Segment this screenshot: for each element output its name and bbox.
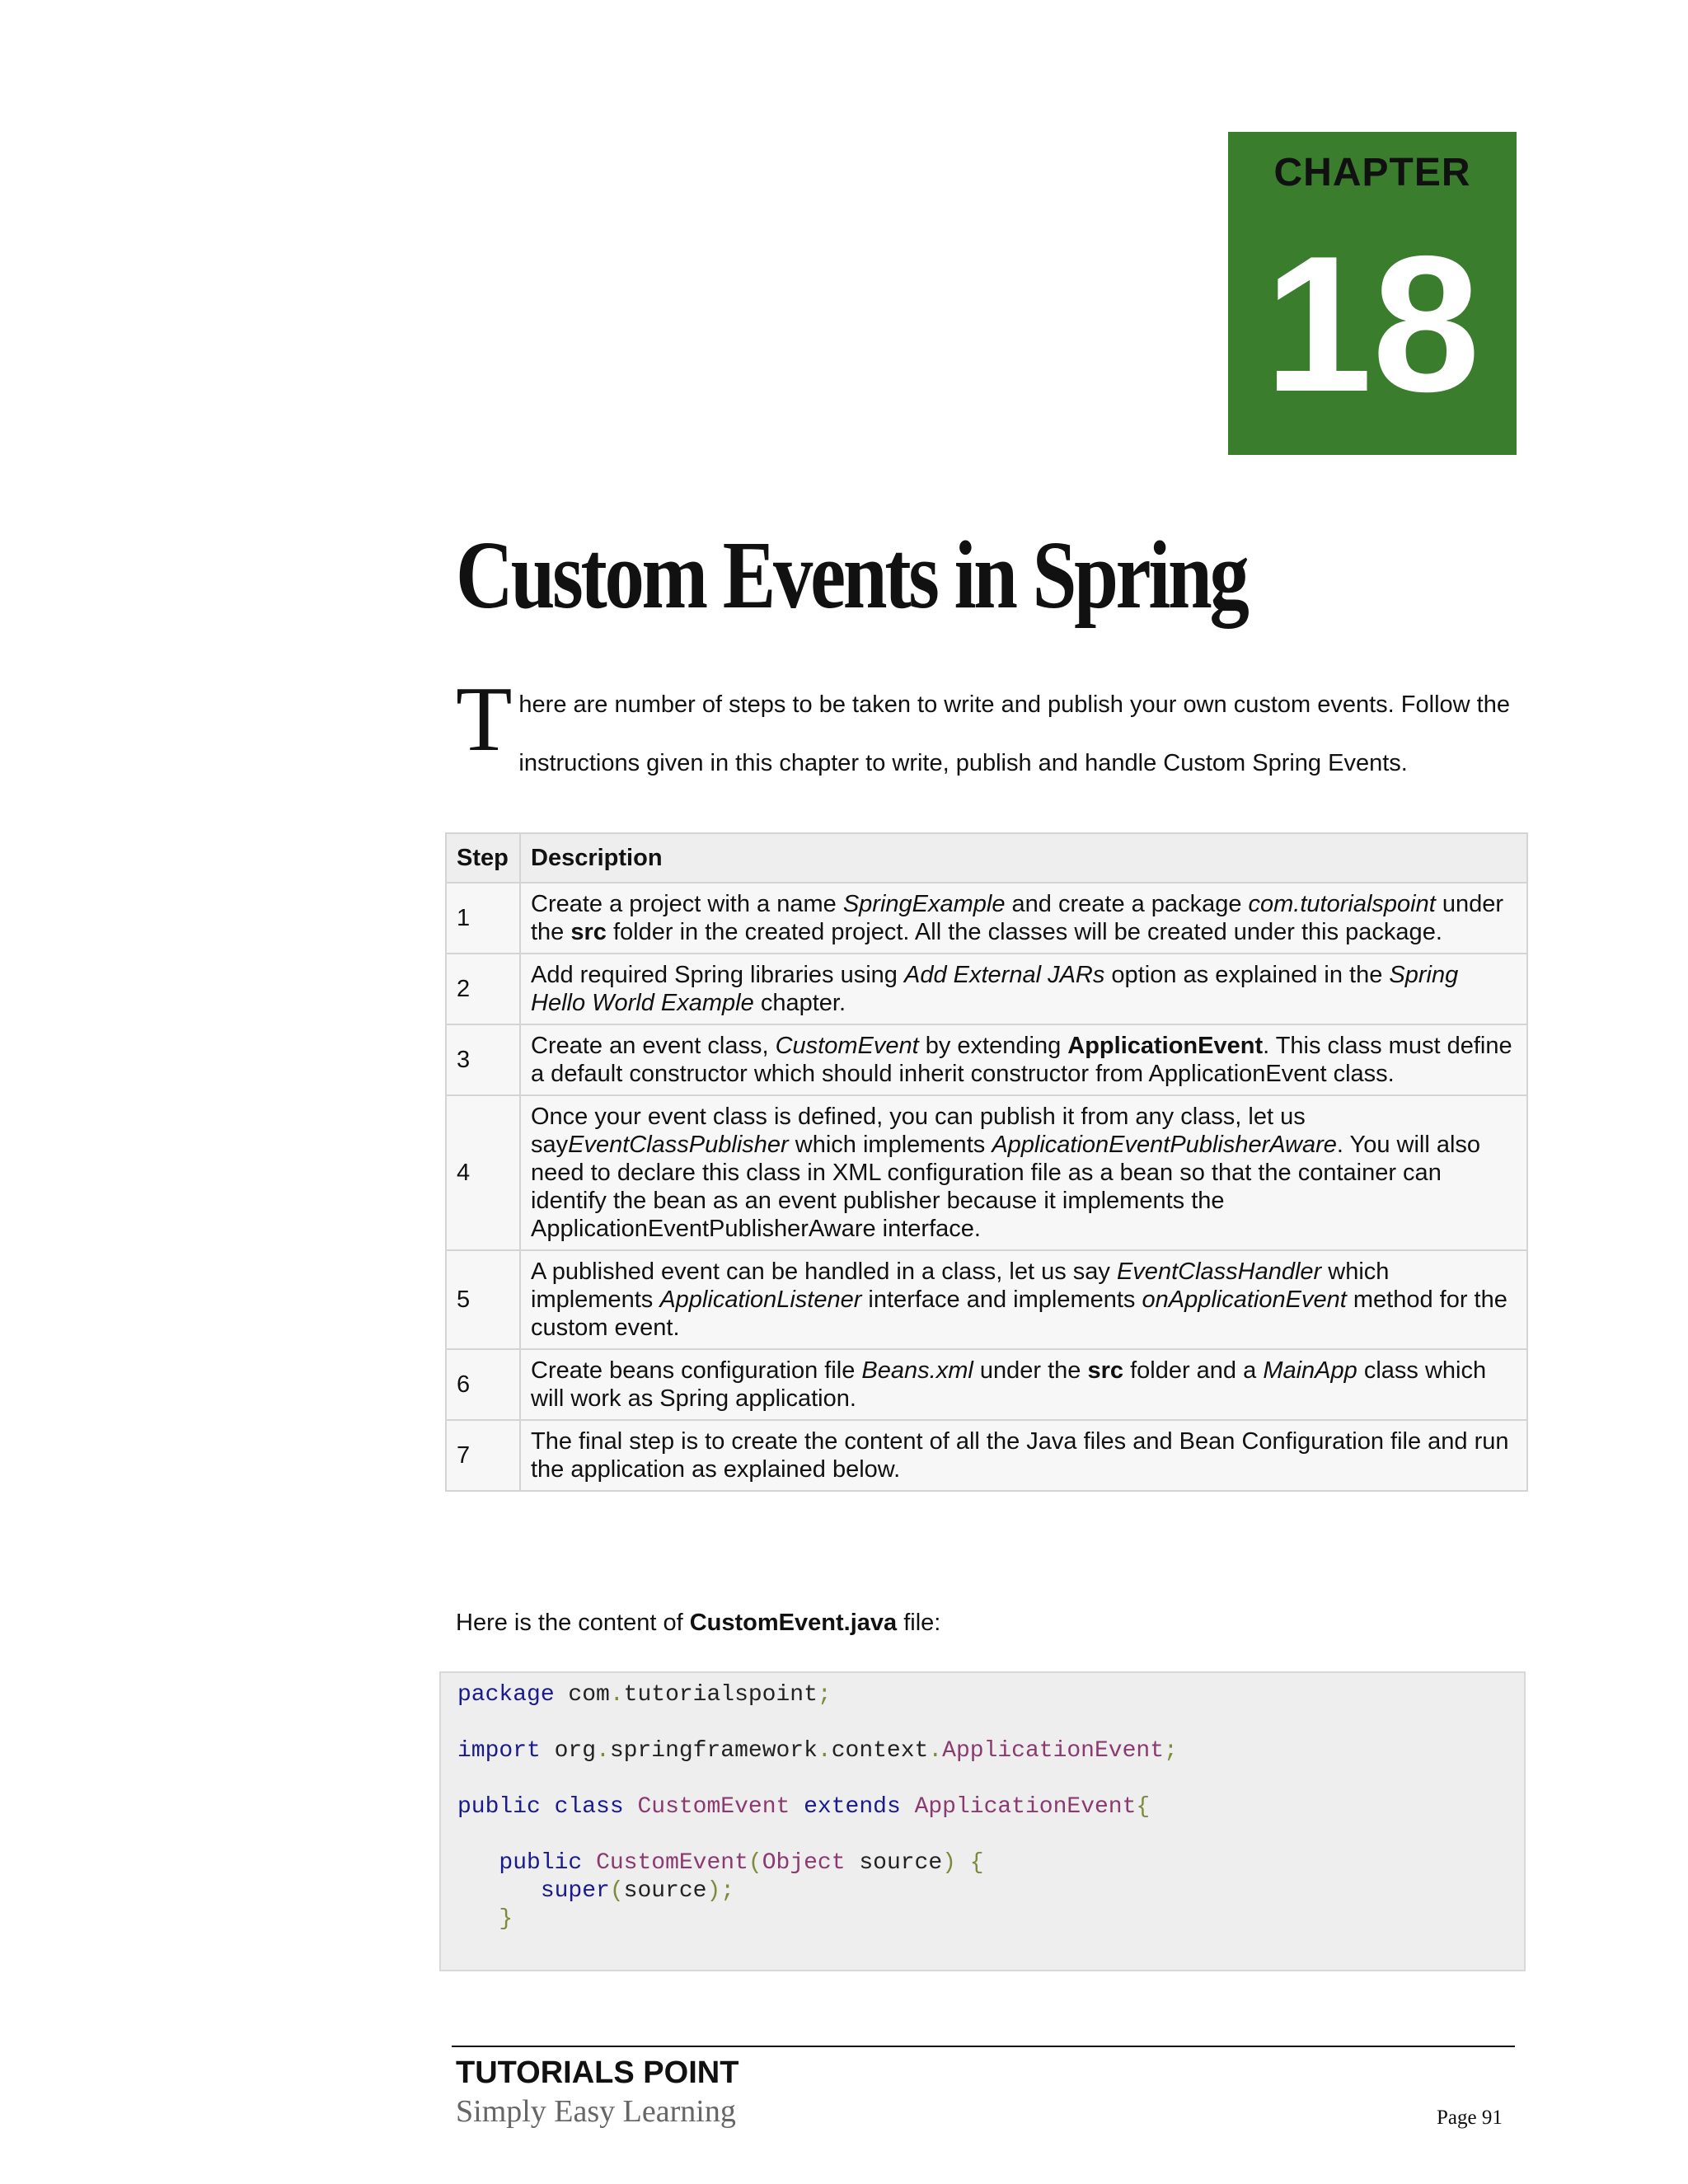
step-description xyxy=(520,1250,1527,1349)
code-token: { xyxy=(1136,1794,1151,1820)
code-token: package xyxy=(457,1682,555,1708)
code-token: . xyxy=(817,1738,832,1764)
step-number: 5 xyxy=(446,1250,520,1349)
code-line xyxy=(457,1793,1507,1821)
code-token: ); xyxy=(706,1878,735,1904)
step-number: 3 xyxy=(446,1024,520,1095)
step-number: 7 xyxy=(446,1420,520,1491)
step-description xyxy=(520,1024,1527,1095)
description-segment: . You will also need to declare this class in XML configuration file as a bean so that the container can identify the bean as an event publisher because it implements the ApplicationEventPublisherAware interface. xyxy=(531,1132,1481,1242)
description-segment: Spring Hello World Example xyxy=(531,962,1459,1016)
description-segment: src xyxy=(1087,1357,1124,1384)
footer-divider xyxy=(452,2046,1515,2047)
code-token: ApplicationEvent xyxy=(942,1738,1164,1764)
description-segment: folder in the created project. All the classes will be created under this package. xyxy=(606,919,1442,945)
description-segment: . This class must define a default constructor which should inherit constructor from ApplicationEvent class. xyxy=(531,1033,1512,1087)
table-row xyxy=(446,1349,1527,1420)
code-line xyxy=(457,1737,1507,1765)
step-description xyxy=(520,1420,1527,1491)
table-header-row xyxy=(446,833,1527,883)
code-token: extends xyxy=(804,1794,901,1820)
code-token: CustomEvent xyxy=(637,1794,790,1820)
caption-before: Here is the content of xyxy=(456,1610,690,1636)
step-number: 4 xyxy=(446,1095,520,1250)
description-segment: by extending xyxy=(918,1033,1068,1059)
step-description xyxy=(520,954,1527,1024)
code-token xyxy=(790,1794,804,1820)
description-segment: Add required Spring libraries using xyxy=(531,962,904,988)
code-token: ; xyxy=(817,1682,832,1708)
code-token: . xyxy=(609,1682,624,1708)
code-token: context xyxy=(831,1738,929,1764)
description-segment: which implements xyxy=(788,1132,992,1158)
code-token: springframework xyxy=(609,1738,818,1764)
description-segment: class which will work as Spring application. xyxy=(531,1357,1487,1412)
description-segment: SpringExample xyxy=(842,891,1006,917)
step-description xyxy=(520,1349,1527,1420)
code-token xyxy=(457,1850,499,1876)
code-token xyxy=(457,1906,499,1932)
description-segment: Create a project with a name xyxy=(531,891,843,917)
description-segment: interface and implements xyxy=(861,1286,1142,1313)
code-token: super xyxy=(540,1878,610,1904)
page-title: Custom Events in Spring xyxy=(456,521,1247,629)
header-description: Description xyxy=(520,833,1527,883)
code-token: public xyxy=(457,1794,541,1820)
code-token: { xyxy=(969,1850,984,1876)
step-number: 1 xyxy=(446,883,520,954)
caption-after: file: xyxy=(897,1610,941,1636)
description-segment: Beans.xml xyxy=(861,1357,973,1384)
description-segment: which implements xyxy=(531,1258,1390,1313)
description-segment: under the xyxy=(531,891,1504,945)
code-token xyxy=(457,1878,541,1904)
description-segment: Create beans configuration file xyxy=(531,1357,862,1384)
code-token: . xyxy=(928,1738,943,1764)
code-line xyxy=(457,1765,1507,1793)
footer-brand: TUTORIALS POINT xyxy=(456,2055,739,2090)
code-token: source xyxy=(845,1850,943,1876)
step-number: 2 xyxy=(446,954,520,1024)
code-line xyxy=(457,1681,1507,1709)
code-token: class xyxy=(554,1794,624,1820)
header-step: Step xyxy=(446,833,520,883)
code-token: source xyxy=(623,1878,707,1904)
description-segment: and create a package xyxy=(1005,891,1249,917)
code-token xyxy=(901,1794,915,1820)
description-segment: ApplicationEvent xyxy=(1067,1033,1264,1059)
table-row xyxy=(446,954,1527,1024)
code-token: CustomEvent xyxy=(596,1850,748,1876)
table-row xyxy=(446,883,1527,954)
steps-table-body xyxy=(446,883,1527,1491)
description-segment: ApplicationEventPublisherAware xyxy=(992,1132,1337,1158)
code-token: ; xyxy=(1164,1738,1178,1764)
code-token: public xyxy=(499,1850,583,1876)
code-token xyxy=(624,1794,638,1820)
description-segment: ApplicationListener xyxy=(659,1286,862,1313)
table-row xyxy=(446,1024,1527,1095)
description-segment: Add External JARs xyxy=(903,962,1105,988)
chapter-label: CHAPTER xyxy=(1273,151,1471,194)
code-token xyxy=(582,1850,596,1876)
code-line xyxy=(457,1709,1507,1737)
description-segment: Create an event class, xyxy=(531,1033,776,1059)
intro-paragraph xyxy=(456,668,1519,793)
caption-file: CustomEvent.java xyxy=(689,1610,898,1636)
chapter-badge xyxy=(1228,132,1517,455)
description-segment: com.tutorialspoint xyxy=(1248,891,1436,917)
description-segment: src xyxy=(570,919,607,945)
code-token: } xyxy=(499,1906,513,1932)
code-token xyxy=(541,1794,555,1820)
step-description xyxy=(520,883,1527,954)
description-segment: The final step is to create the content of all the Java files and Bean Configuration file and run the application as explained below. xyxy=(531,1428,1509,1483)
description-segment: EventClassHandler xyxy=(1116,1258,1322,1285)
steps-table xyxy=(445,832,1528,1492)
table-row xyxy=(446,1420,1527,1491)
description-segment: chapter. xyxy=(753,990,846,1016)
code-token: tutorialspoint xyxy=(623,1682,818,1708)
chapter-number: 18 xyxy=(1264,215,1480,432)
description-segment: EventClassPublisher xyxy=(568,1132,789,1158)
code-token: import xyxy=(457,1738,541,1764)
page-number: Page 91 xyxy=(1437,2107,1503,2129)
description-segment: A published event can be handled in a class, let us say xyxy=(531,1258,1117,1285)
code-token: org xyxy=(540,1738,597,1764)
description-segment: MainApp xyxy=(1263,1357,1357,1384)
code-token: ( xyxy=(609,1878,624,1904)
code-token: . xyxy=(596,1738,610,1764)
step-description xyxy=(520,1095,1527,1250)
description-segment: under the xyxy=(973,1357,1088,1384)
description-segment: Once your event class is defined, you can publish it from any class, let us say xyxy=(531,1104,1306,1158)
code-line xyxy=(457,1905,1507,1933)
step-number: 6 xyxy=(446,1349,520,1420)
code-token: ) xyxy=(942,1850,956,1876)
code-line xyxy=(457,1821,1507,1849)
table-row xyxy=(446,1095,1527,1250)
description-segment: option as explained in the xyxy=(1104,962,1390,988)
code-token: ( xyxy=(748,1850,762,1876)
intro-text: here are number of steps to be taken to write and publish your own custom events. Follow the instructions given in this chapter to write, publish and handle Custom Spring Events. xyxy=(518,691,1510,776)
description-segment: CustomEvent xyxy=(775,1033,919,1059)
code-block xyxy=(439,1671,1526,1971)
drop-cap: T xyxy=(456,668,513,771)
description-segment: onApplicationEvent xyxy=(1142,1286,1347,1313)
code-line xyxy=(457,1877,1507,1905)
code-token: com xyxy=(554,1682,610,1708)
description-segment: folder and a xyxy=(1123,1357,1264,1384)
code-token xyxy=(956,1850,970,1876)
code-line xyxy=(457,1849,1507,1877)
content-caption xyxy=(456,1610,940,1637)
code-token: ApplicationEvent xyxy=(914,1794,1137,1820)
footer-tagline: Simply Easy Learning xyxy=(456,2094,736,2129)
code-token: Object xyxy=(762,1850,846,1876)
description-segment: method for the custom event. xyxy=(531,1286,1507,1341)
table-row xyxy=(446,1250,1527,1349)
